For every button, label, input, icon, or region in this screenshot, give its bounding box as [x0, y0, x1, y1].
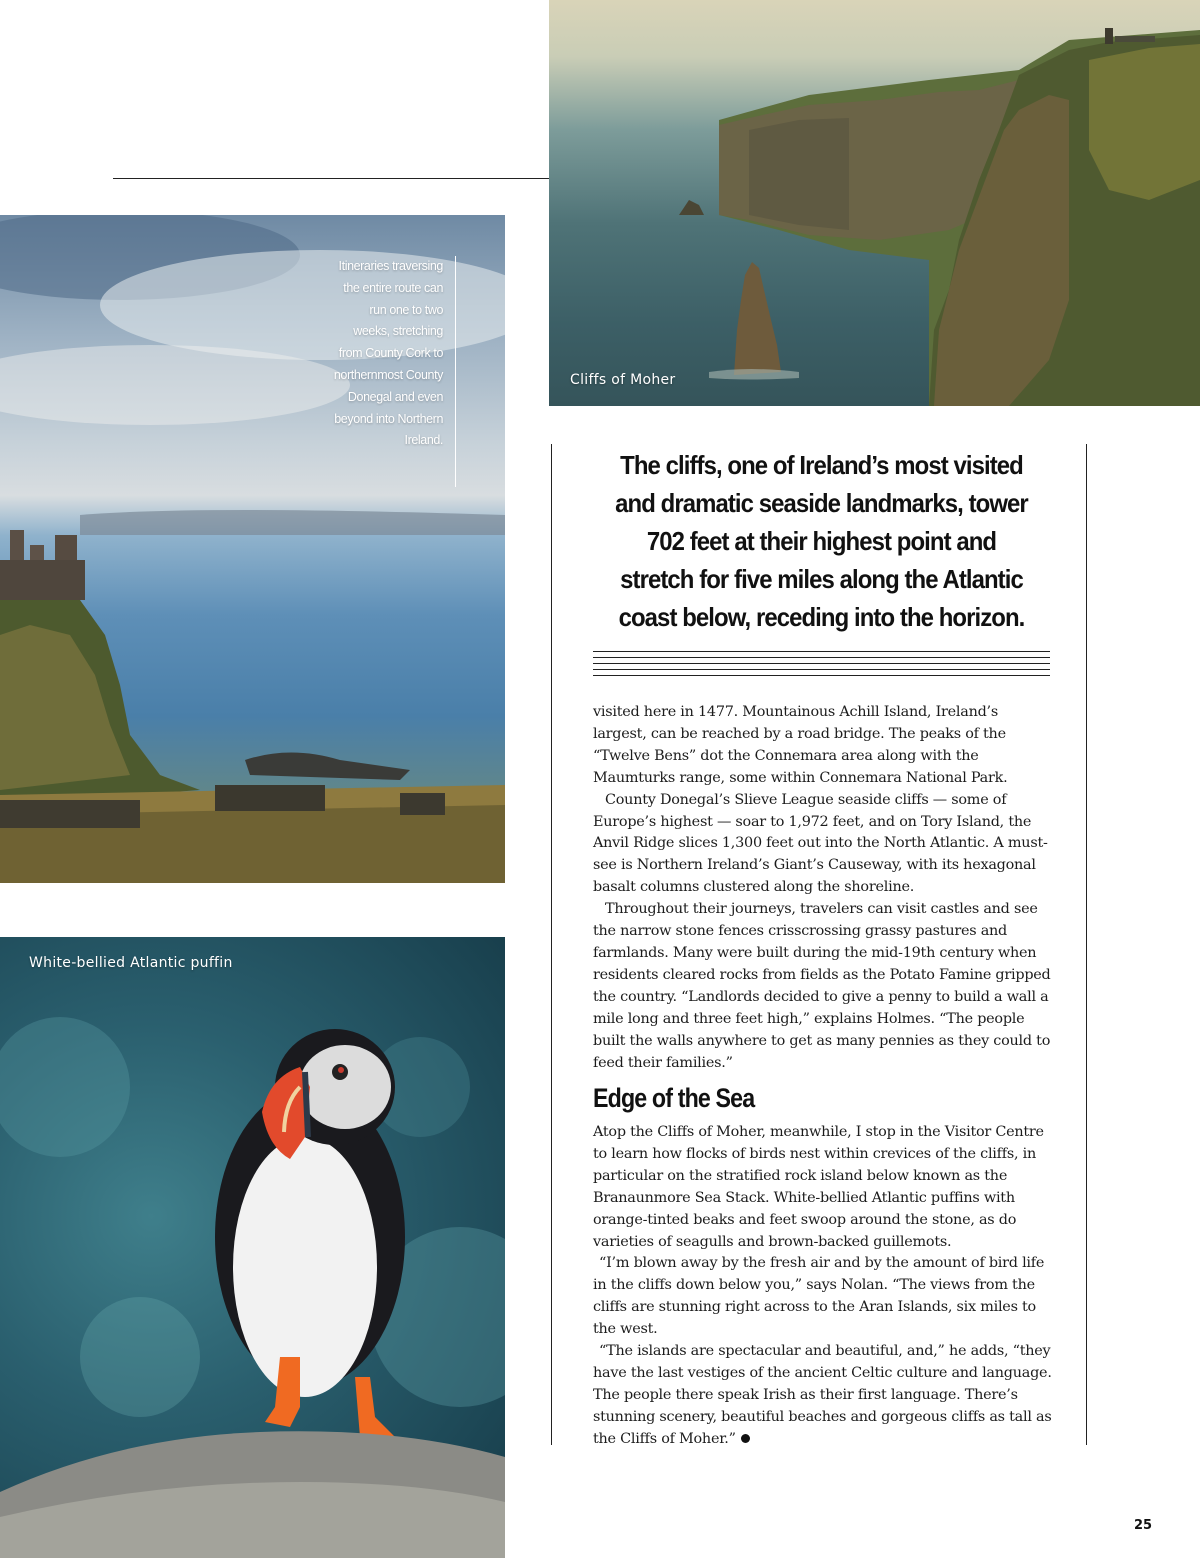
sidebar-quote: Itineraries traversing the entire route can run one to two weeks, stretching from County Cork to northernmost County Donegal and even beyond into Northern Ireland. — [330, 256, 456, 487]
paragraph: “I’m blown away by the fresh air and by the amount of bird life in the cliffs down below you,” says Nolan. “The views from the cliffs are stunning right across to the Aran Islands, six miles to the west. — [593, 1255, 1045, 1338]
paragraph: County Donegal’s Slieve League seaside cliffs — some of Europe’s highest — soar to 1,972 feet, and on Tory Island, the Anvil Ridge slices 1,300 feet out into the North Atlantic. A must-see is Northern Ireland’s Giant’s Causeway, with its hexagonal basalt columns clustered along the shoreline. — [593, 791, 1048, 896]
column-rule-left — [551, 444, 552, 1445]
column-rule-right — [1086, 444, 1087, 1445]
pull-quote: The cliffs, one of Ireland’s most visited and dramatic seaside landmarks, tower 702 feet at their highest point and stretch for five miles along the Atlantic coast below, receding into the horizon. — [615, 450, 1028, 632]
paragraph-text: “The islands are spectacular and beautiful, and,” he adds, “they have the last vestiges of the ancient Celtic culture and language. The people there speak Irish as their first language. There’s stunning scenery, beautiful beaches and gorgeous cliffs as tall as the Cliffs of Moher.” — [593, 1343, 1052, 1447]
pull-quote-rules — [593, 651, 1050, 677]
article-body-top — [593, 702, 1053, 1074]
section-subhead: Edge of the Sea — [593, 1083, 755, 1113]
puffin-photo — [0, 937, 505, 1558]
paragraph-last — [593, 1341, 1053, 1451]
paragraph: Atop the Cliffs of Moher, meanwhile, I stop in the Visitor Centre to learn how flocks of birds nest within crevices of the cliffs, in particular on the stratified rock island below known as the Branaunmore Sea Stack. White-bellied Atlantic puffins with orange-tinted beaks and feet swoop around the stone, as do varieties of seagulls and brown-backed guillemots. — [593, 1124, 1044, 1250]
article-body-bottom — [593, 1122, 1053, 1451]
header-rule — [113, 178, 550, 179]
paragraph: visited here in 1477. Mountainous Achill Island, Ireland’s largest, can be reached by a road bridge. The peaks of the “Twelve Bens” dot the Connemara area along with the Maumturks range, some within Connemara National Park. — [593, 704, 1008, 786]
page-number: 25 — [1134, 1518, 1153, 1533]
puffin-caption: White-bellied Atlantic puffin — [29, 955, 233, 971]
cliffs-of-moher-photo — [549, 0, 1200, 406]
end-mark-icon — [741, 1434, 750, 1443]
paragraph: Throughout their journeys, travelers can visit castles and see the narrow stone fences crisscrossing grassy pastures and farmlands. Many were built during the mid-19th century when residents cleared rocks from fields as the Potato Famine gripped the country. “Landlords decided to give a penny to build a wall a mile long and three feet high,” explains Holmes. “The people built the walls anywhere to get as many pennies as they could to feed their families.” — [593, 901, 1051, 1071]
cliffs-caption: Cliffs of Moher — [570, 372, 676, 388]
